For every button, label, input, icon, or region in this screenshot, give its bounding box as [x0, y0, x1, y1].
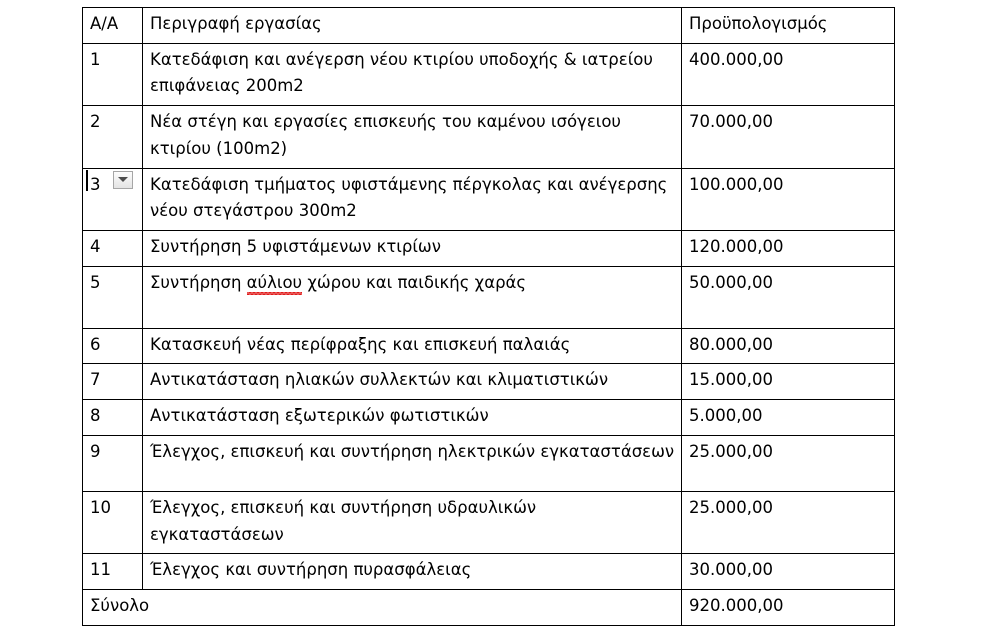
column-header-budget: Προϋπολογισμός — [682, 8, 895, 44]
cell-aa[interactable] — [83, 168, 143, 230]
table-row — [83, 231, 895, 267]
cell-aa[interactable]: 10 — [83, 491, 143, 553]
description-text-prefix: Συντήρηση — [150, 272, 247, 292]
total-label[interactable]: Σύνολο — [83, 590, 682, 626]
text-caret — [86, 170, 88, 191]
description-text-suffix: χώρου και παιδικής χαράς — [302, 272, 527, 292]
spellcheck-misspelled-word: αύλιου — [247, 273, 302, 295]
cell-description[interactable]: Έλεγχος, επισκευή και συντήρηση ηλεκτρικών εγκαταστάσεων — [143, 435, 682, 491]
chevron-down-glyph — [118, 177, 128, 182]
cell-budget[interactable]: 5.000,00 — [682, 400, 895, 436]
total-budget[interactable]: 920.000,00 — [682, 590, 895, 626]
cell-budget[interactable]: 25.000,00 — [682, 491, 895, 553]
cell-description[interactable]: Αντικατάσταση ηλιακών συλλεκτών και κλιματιστικών — [143, 364, 682, 400]
table-header-row — [83, 8, 895, 44]
budget-table — [82, 7, 895, 626]
table-row — [83, 328, 895, 364]
chevron-down-icon[interactable] — [113, 171, 133, 189]
cell-aa[interactable]: 7 — [83, 364, 143, 400]
cell-budget[interactable]: 50.000,00 — [682, 266, 895, 328]
cell-description[interactable]: Κατεδάφιση και ανέγερση νέου κτιρίου υποδοχής & ιατρείου επιφάνειας 200m2 — [143, 43, 682, 105]
cell-budget[interactable]: 15.000,00 — [682, 364, 895, 400]
cell-budget[interactable]: 80.000,00 — [682, 328, 895, 364]
cell-budget[interactable]: 30.000,00 — [682, 554, 895, 590]
table-total-row — [83, 590, 895, 626]
cell-aa[interactable]: 4 — [83, 231, 143, 267]
cell-description[interactable]: Κατεδάφιση τμήματος υφιστάμενης πέργκολας και ανέγερσης νέου στεγάστρου 300m2 — [143, 168, 682, 230]
cell-aa[interactable]: 2 — [83, 106, 143, 168]
cell-aa[interactable]: 6 — [83, 328, 143, 364]
cell-aa[interactable]: 9 — [83, 435, 143, 491]
table-row — [83, 168, 895, 230]
table-row — [83, 400, 895, 436]
cell-description[interactable]: Αντικατάσταση εξωτερικών φωτιστικών — [143, 400, 682, 436]
cell-description[interactable]: Έλεγχος και συντήρηση πυρασφάλειας — [143, 554, 682, 590]
cell-budget[interactable]: 400.000,00 — [682, 43, 895, 105]
cell-description[interactable]: Συντήρηση 5 υφιστάμενων κτιρίων — [143, 231, 682, 267]
column-header-description: Περιγραφή εργασίας — [143, 8, 682, 44]
table-row — [83, 435, 895, 491]
cell-aa-value: 3 — [90, 174, 101, 194]
cell-aa[interactable]: 8 — [83, 400, 143, 436]
aa-value-with-caret — [90, 172, 101, 199]
cell-description[interactable]: Νέα στέγη και εργασίες επισκευής του καμένου ισόγειου κτιρίου (100m2) — [143, 106, 682, 168]
cell-budget[interactable]: 25.000,00 — [682, 435, 895, 491]
cell-aa[interactable]: 5 — [83, 266, 143, 328]
cell-aa[interactable]: 11 — [83, 554, 143, 590]
table-row — [83, 106, 895, 168]
table-row — [83, 43, 895, 105]
cell-description[interactable]: Κατασκευή νέας περίφραξης και επισκευή παλαιάς — [143, 328, 682, 364]
cell-description[interactable] — [143, 266, 682, 328]
column-header-aa: Α/Α — [83, 8, 143, 44]
cell-aa[interactable]: 1 — [83, 43, 143, 105]
cell-description[interactable]: Έλεγχος, επισκευή και συντήρηση υδραυλικών εγκαταστάσεων — [143, 491, 682, 553]
cell-budget[interactable]: 100.000,00 — [682, 168, 895, 230]
cell-budget[interactable]: 70.000,00 — [682, 106, 895, 168]
table-row — [83, 266, 895, 328]
table-row — [83, 554, 895, 590]
table-row — [83, 364, 895, 400]
table-row — [83, 491, 895, 553]
cell-budget[interactable]: 120.000,00 — [682, 231, 895, 267]
